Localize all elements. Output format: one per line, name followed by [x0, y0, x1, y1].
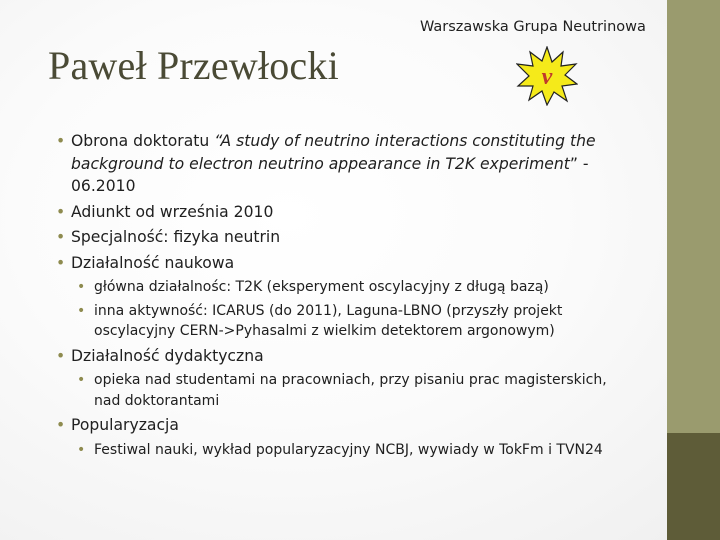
thesis-title: “A study of neutrino interactions constituting the background to electron neutrino appearance in T2K experiment: [71, 132, 596, 173]
list-item: • Adiunkt od września 2010: [56, 201, 624, 224]
page-title: Paweł Przewłocki: [48, 43, 339, 88]
sub-list-item: • Festiwal nauki, wykład popularyzacyjny NCBJ, wywiady w TokFm i TVN24: [77, 440, 624, 461]
list-item: • Obrona doktoratu “A study of neutrino interactions constituting the background to electron neutrino appearance in T2K experiment” - 06.2010: [56, 132, 596, 195]
neutrino-star-logo: [516, 46, 578, 106]
bullet-icon: •: [56, 416, 66, 434]
sub-list-item: • inna aktywność: ICARUS (do 2011), Laguna-LBNO (przyszły projekt oscylacyjny CERN->Pyhasalmi z wielkim detektorem argonowym): [77, 302, 563, 339]
nu-symbol: ν: [541, 64, 553, 90]
bullet-list: [56, 130, 624, 463]
bullet-icon: •: [77, 441, 86, 458]
bullet-icon: •: [56, 228, 66, 246]
sub-list-item: • opieka nad studentami na pracowniach, przy pisaniu prac magisterskich, nad doktorantami: [77, 372, 607, 409]
accent-band-dark: [667, 433, 720, 540]
bullet-icon: •: [56, 346, 66, 365]
bullet-icon: •: [56, 253, 66, 272]
list-item: • Popularyzacja: [56, 414, 624, 437]
bullet-icon: •: [77, 279, 86, 295]
bullet-icon: •: [56, 132, 66, 150]
bullet-icon: •: [77, 372, 86, 388]
list-item: • Działalność naukowa: [56, 252, 624, 275]
sub-list-item: • główna działalnośc: T2K (eksperyment oscylacyjny z długą bazą): [77, 277, 624, 298]
bullet-icon: •: [77, 302, 86, 319]
organization-label: Warszawska Grupa Neutrinowa: [420, 19, 646, 35]
list-item: • Działalność dydaktyczna: [56, 345, 624, 368]
bullet-icon: •: [56, 202, 66, 221]
list-item: • Specjalność: fizyka neutrin: [56, 226, 624, 249]
